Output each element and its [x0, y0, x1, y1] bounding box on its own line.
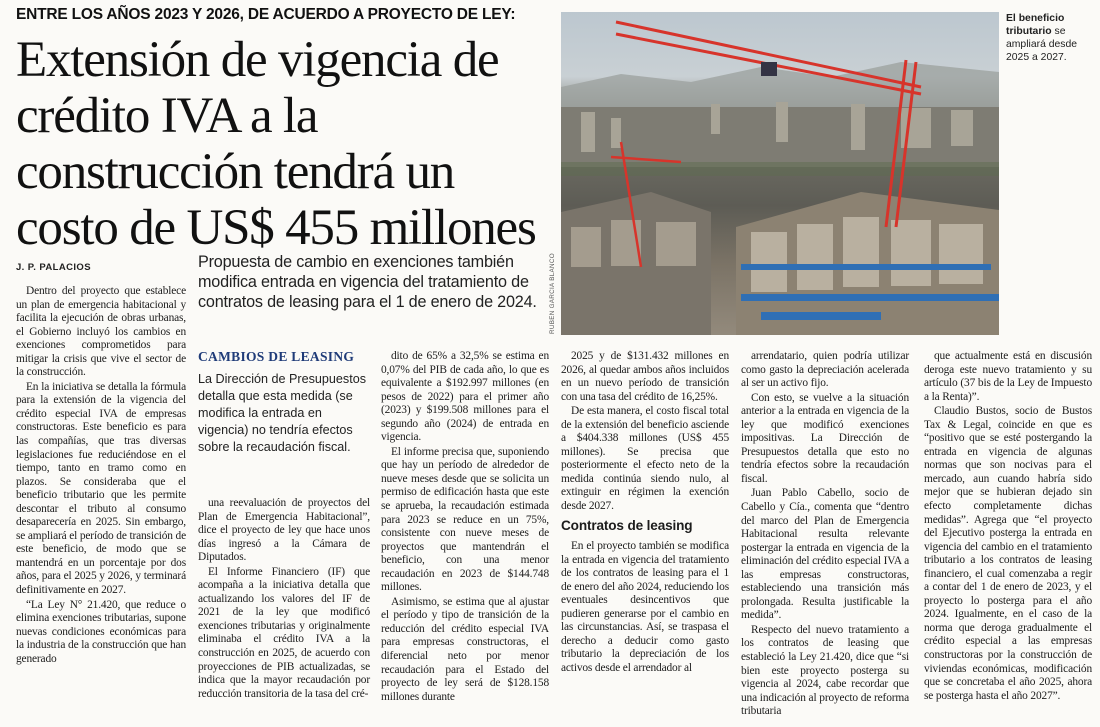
paragraph: “La Ley N° 21.420, que reduce o elimina exenciones tributarias, supone nuevas condiciones económicas para la industria de la construcción que han generado — [16, 598, 186, 665]
paragraph: El Informe Financiero (IF) que acompaña a la iniciativa detalla que actualizando los valores del IF de 2021 de la ley que modificó exenciones tributarias y originalmente eliminaba el crédito IVA a la construcción en 2025, de acuerdo con proyecciones de PIB actualizadas, se indica que la mayor recaudación por reducción transitoria de la tasa del cré- — [198, 565, 370, 700]
paragraph: una reevaluación de proyectos del Plan de Emergencia Habitacional”, dice el proyecto de ley que hace unos días ingresó a la Cámara de Diputados. — [198, 497, 370, 564]
column-1 — [16, 285, 186, 666]
paragraph: Dentro del proyecto que establece un plan de emergencia habitacional y facilita la ejecución de obras urbanas, el Gobierno incluyó los cambios en exenciones comprometidos para mitigar la crisis que vive el sector de la construcción. — [16, 285, 186, 379]
column-5 — [741, 350, 909, 719]
column-4 — [561, 350, 729, 676]
column-6 — [924, 350, 1092, 703]
paragraph: Respecto del nuevo tratamiento a los contratos de leasing que estableció la Ley 21.420, dice que “si bien este proyecto posterga su vigencia al 2024, cabe recordar que una indicación al proyecto de reforma tributaria — [741, 623, 909, 718]
paragraph: En la iniciativa se detalla la fórmula para la extensión de la vigencia del crédito especial IVA de empresas constructoras. Este beneficio es para las compañías, que tras diversas legislaciones fue reduciéndose en el tiempo, tanto en tramo como en plazos. Se consideraba que el beneficio tributario que les permite descontar el tributo al consumo desaparecería en 2025. Sin embargo, se ampliará el período de transición de este beneficio, de modo que se mantendrá en un porcentaje por dos años, para el 2025 y 2026, y terminará definitivamente en 2027. — [16, 380, 187, 597]
paragraph: En el proyecto también se modifica la entrada en vigencia del tratamiento de los contratos de leasing para el 1 de enero del año 2024, reduciendo los eventuales desincentivos que pudieren generarse por el cambio en las circunstancias. Así, se traspasa el derecho a deducir como gasto tributario la depreciación de los activos desde el arrendador al — [561, 540, 729, 675]
caption-bold: El beneficio tributario — [1006, 13, 1065, 37]
construction-scene — [561, 12, 999, 335]
sidebar-title: CAMBIOS DE LEASING — [198, 349, 355, 364]
photo-credit: RUBEN GARCIA BLANCO — [549, 253, 556, 334]
paragraph: 2025 y de $131.432 millones en 2026, al quedar ambos años incluidos en un nuevo período de transición con una tasa del crédito de 16,25%. — [561, 350, 729, 403]
standfirst: Propuesta de cambio en exenciones también modifica entrada en vigencia del tratamiento de contratos de leasing para el 1 de enero de 2024. — [198, 253, 537, 311]
byline: J. P. PALACIOS — [16, 262, 91, 273]
photo-caption — [1006, 12, 1094, 64]
paragraph: arrendatario, quien podría utilizar como gasto la depreciación acelerada al ser un activo fijo. — [741, 350, 909, 390]
construction-photo — [561, 12, 999, 335]
paragraph: Asimismo, se estima que al ajustar el período y tipo de transición de la reducción del crédito especial IVA para empresas constructoras, el diferencial neto por menor recaudación para el Estado del proyecto de ley será de $128.158 millones durante — [381, 595, 549, 703]
kicker: ENTRE LOS AÑOS 2023 Y 2026, DE ACUERDO A PROYECTO DE LEY: — [16, 6, 516, 23]
sidebar-text: La Dirección de Presupuestos detalla que esta medida (se modifica la entrada en vigencia) no tendría efectos sobre la recaudación fiscal. — [198, 372, 367, 454]
paragraph: De esta manera, el costo fiscal total de la extensión del beneficio asciende a $404.338 millones (US$ 455 millones). Se precisa que posteriormente el efecto neto de la medida continúa siendo nulo, al extinguir en régimen la exención desde 2027. — [561, 405, 729, 513]
paragraph: El informe precisa que, suponiendo que hay un período de alrededor de nueve meses desde que se solicita un permiso de edificación hasta que este se aprueba, la recaudación estimada para 2023 se reduce en un 75%, consistente con nueve meses de proyectos que mantendrán el beneficio, con una menor recaudación en 2023 de $144.748 millones. — [381, 445, 549, 594]
paragraph: dito de 65% a 32,5% se estima en 0,07% del PIB de cada año, lo que es equivalente a $192.997 millones (en pesos de 2022) para el primer año (2023) y $199.508 millones para el segundo año (2024) de entrada en vigencia. — [381, 350, 549, 444]
column-3 — [381, 350, 549, 704]
paragraph: Con esto, se vuelve a la situación anterior a la entrada en vigencia de la ley que modificó exenciones impositivas. La Dirección de Presupuestos detalla que esto no tendría efectos sobre la recaudación fiscal. — [741, 391, 909, 485]
caption-rest: se ampliará desde 2025 a 2027. — [1006, 26, 1078, 63]
paragraph: que actualmente está en discusión deroga este nuevo tratamiento y su artículo (37 bis de la Ley de Impuesto a la Renta)”. — [924, 350, 1092, 403]
headline: Extensión de vigencia de crédito IVA a la construcción tendrá un costo de US$ 455 millones — [16, 32, 536, 256]
paragraph: Claudio Bustos, socio de Bustos Tax & Legal, coincide en que es “positivo que se esté postergando la entrada en vigencia de algunas normas que son nocivas para el mercado, aun cuando habría sido mejor que se hubieran dejado sin efecto completamente dichas medidas”. Agrega que “el proyecto del Ejecutivo posterga la entrada en vigencia del cambio en el tratamiento tributario a los contratos de leasing financiero, el cual comenzaba a regir a contar del 1 de enero de 2023, y el proyecto lo posterga para el año 2024. Igualmente, en el caso de la norma que deroga gradualmente el crédito especial a las empresas constructoras por la construcción de viviendas económicas, modificación que se concretaba el año 2025, ahora se posterga hasta el año 2027”. — [924, 405, 1092, 702]
paragraph: Juan Pablo Cabello, socio de Cabello y Cía., comenta que “dentro del marco del Plan de Emergencia Habitacional resulta relevante postergar la entrada en vigencia de la eliminación del crédito especial IVA a las empresas constructoras, estableciendo una transición más prolongada. Resulta justificable la medida”. — [741, 487, 909, 622]
column-2 — [198, 497, 370, 701]
subhead-leasing: Contratos de leasing — [561, 517, 693, 533]
